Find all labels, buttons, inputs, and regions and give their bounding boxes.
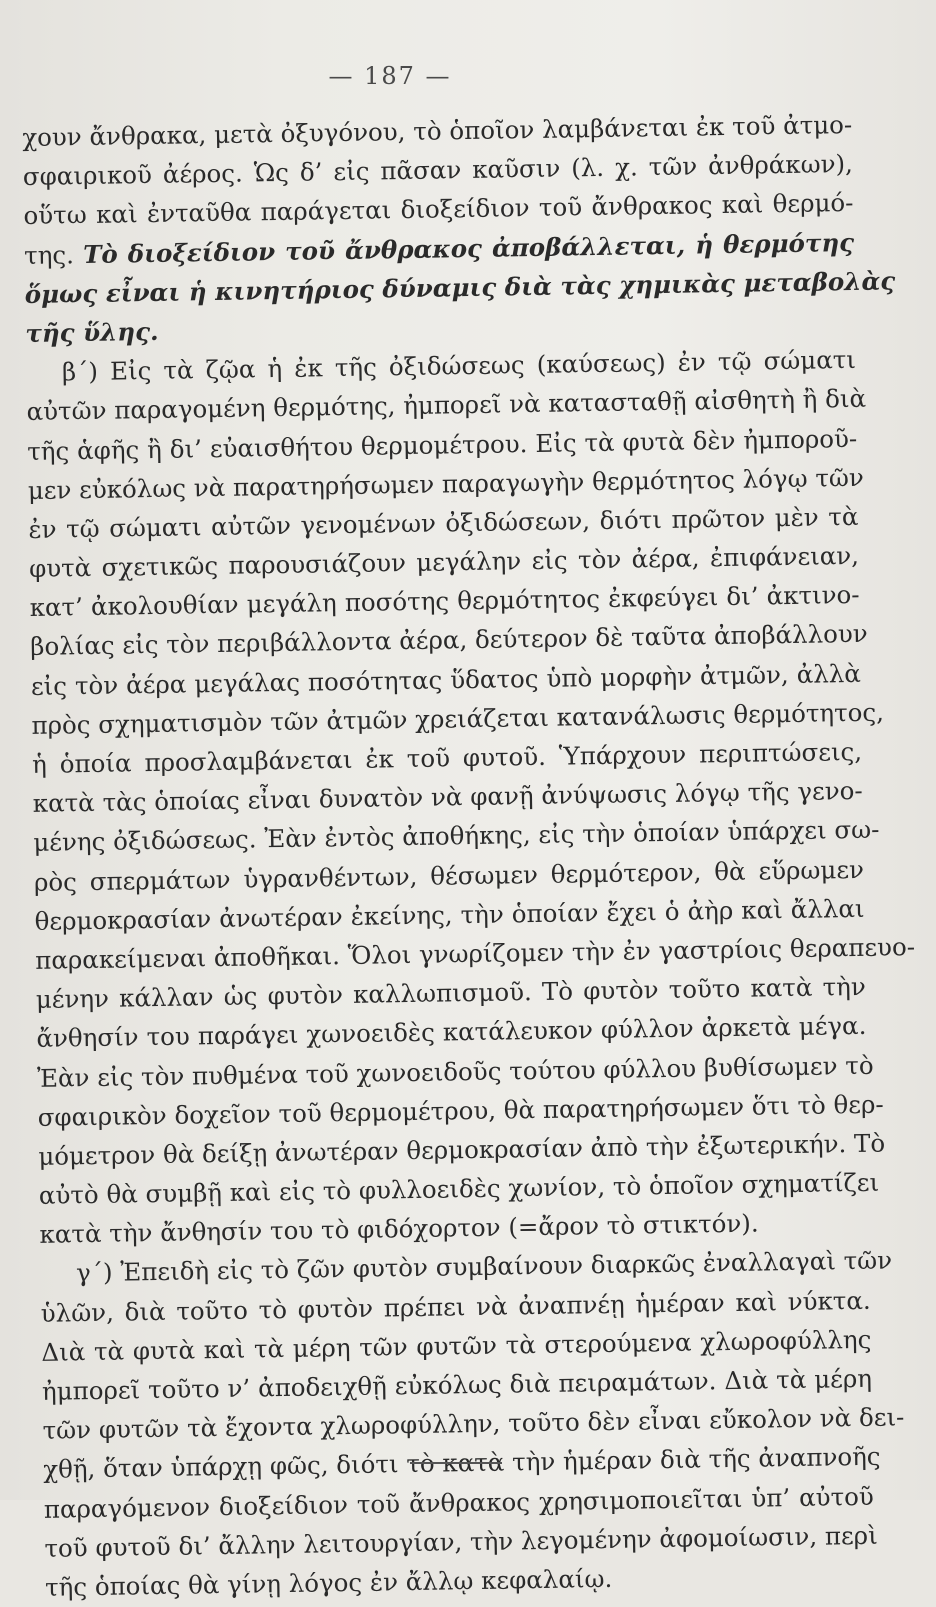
line-text: τῶν φυτῶν τὰ ἔχοντα χλωροφύλλην, τοῦτο δὲν εἶναι εὔκολον νὰ δει- — [42, 1402, 905, 1446]
line-text: ὑλῶν, διὰ τοῦτο τὸ φυτὸν πρέπει νὰ ἀναπνέῃ ἡμέραν καὶ νύκτα. — [40, 1285, 871, 1328]
line-text: σφαιρικοῦ ἀέρος. Ὡς δ’ εἰς πᾶσαν καῦσιν (λ. χ. τῶν ἀνθράκων), — [22, 149, 854, 192]
line-text: της. — [23, 239, 84, 270]
line-text: Διὰ τὰ φυτὰ καὶ τὰ μέρη τῶν φυτῶν τὰ στερούμενα χλωροφύλλης — [41, 1324, 872, 1367]
line-text: μόμετρον θὰ δείξῃ ἀνωτέραν θερμοκρασίαν ἀπὸ τὴν ἐξωτερικήν. Τὸ — [38, 1128, 886, 1171]
line-text: εἰς τὸν ἀέρα μεγάλας ποσότητας ὕδατος ὑπὸ μορφὴν ἀτμῶν, ἀλλὰ — [30, 658, 862, 701]
line-text: βολίας εἰς τὸν περιβάλλοντα ἀέρα, δεύτερον δὲ ταῦτα ἀποβάλλουν — [30, 619, 868, 662]
line-text: ἐν τῷ σώματι αὐτῶν γενομένων ὀξιδώσεων, διότι πρῶτον μὲν τὰ — [28, 501, 859, 544]
emphasized-text: ὅμως εἶναι ἡ κινητήριος δύναμις διὰ τὰς χημικὰς μεταβολὰς — [24, 266, 896, 309]
line-text: ἄνθησίν του παράγει χωνοειδὲς κατάλευκον φύλλον ἀρκετὰ μέγα. — [36, 1011, 867, 1054]
line-text: μένην κάλλαν ὡς φυτὸν καλλωπισμοῦ. Τὸ φυτὸν τοῦτο κατὰ τὴν — [35, 971, 866, 1015]
line-text: θερμοκρασίαν ἀνωτέραν ἐκείνης, τὴν ὁποίαν ἔχει ὁ ἀὴρ καὶ ἄλλαι — [34, 893, 865, 936]
line-text: ἡ ὁποία προσλαμβάνεται ἐκ τοῦ φυτοῦ. Ὑπάρχουν περιπτώσεις, — [31, 736, 863, 779]
line-text: αὐτὸ θὰ συμβῇ καὶ εἰς τὸ φυλλοειδὲς χωνίον, τὸ ὁποῖον σχηματίζει — [38, 1167, 880, 1210]
line-text: τῆς ἁφῆς ἢ δι’ εὐαισθήτου θερμομέτρου. Εἰς τὰ φυτὰ δὲν ἠμποροῦ- — [27, 423, 858, 466]
line-text: σφαιρικὸν δοχεῖον τοῦ θερμομέτρου, θὰ παρατηρήσωμεν ὅτι τὸ θερ- — [37, 1089, 884, 1132]
line-text: τῆς ὁποίας θὰ γίνῃ λόγος ἐν ἄλλῳ κεφαλαίῳ. — [44, 1563, 613, 1602]
line-text: ἠμπορεῖ τοῦτο ν’ ἀποδειχθῇ εὐκόλως διὰ πειραμάτων. Διὰ τὰ μέρη — [41, 1363, 873, 1406]
emphasized-text: τῆς ὕλης. — [25, 316, 159, 348]
line-text: πρὸς σχηματισμὸν τῶν ἀτμῶν χρειάζεται κατανάλωσις θερμότητος, — [31, 697, 885, 740]
line-text: οὕτω καὶ ἐνταῦθα παράγεται διοξείδιον τοῦ ἄνθρακος καὶ θερμό- — [23, 188, 854, 231]
line-text: ρὸς σπερμάτων ὑγρανθέντων, θέσωμεν θερμότερον, θὰ εὕρωμεν — [33, 854, 865, 897]
line-text: παραγόμενον διοξείδιον τοῦ ἄνθρακος χρησιμοποιεῖται ὑπ’ αὐτοῦ — [43, 1481, 874, 1524]
line-text: αὐτῶν παραγομένη θερμότης, ἠμπορεῖ νὰ κατασταθῇ αἰσθητὴ ἢ διὰ — [26, 384, 867, 427]
end-rule — [410, 1462, 502, 1464]
line-text: χουν ἄνθρακα, μετὰ ὀξυγόνου, τὸ ὁποῖον λαμβάνεται ἐκ τοῦ ἀτμο- — [22, 109, 853, 152]
line-text: μένης ὀξιδώσεως. Ἐὰν ἐντὸς ἀποθήκης, εἰς τὴν ὁποίαν ὑπάρχει σω- — [33, 814, 880, 858]
line-text: φυτὰ σχετικῶς παρουσιάζουν μεγάλην εἰς τὸν ἀέρα, ἐπιφάνειαν, — [28, 540, 860, 584]
emphasized-text: Τὸ διοξείδιον τοῦ ἄνθρακος ἀποβάλλεται, ἡ θερμότης — [82, 227, 855, 269]
line-text: κατὰ τὰς ὁποίας εἶναι δυνατὸν νὰ φανῇ ἀνύψωσις λόγῳ τῆς γενο- — [32, 776, 863, 819]
line-text: κατ’ ἀκολουθίαν μεγάλη ποσότης θερμότητος ἐκφεύγει δι’ ἀκτινο- — [29, 580, 860, 623]
line-text: παρακείμεναι ἀποθῆκαι. Ὅλοι γνωρίζομεν τὴν ἐν γαστρίοις θεραπευο- — [35, 932, 916, 975]
line-text: γ΄) Ἐπειδὴ εἰς τὸ ζῶν φυτὸν συμβαίνουν διαρκῶς ἐναλλαγαὶ τῶν — [75, 1245, 893, 1288]
line-text: β΄) Εἰς τὰ ζῷα ἡ ἐκ τῆς ὀξιδώσεως (καύσεως) ἐν τῷ σώματι — [61, 345, 857, 387]
line-text: κατὰ τὴν ἄνθησίν του τὸ φιδόχορτον (=ἄρον τὸ στικτόν). — [39, 1208, 759, 1250]
body-text — [22, 105, 916, 1607]
page-number: — 187 — — [328, 62, 452, 90]
line-text: Ἐὰν εἰς τὸν πυθμένα τοῦ χωνοειδοῦς τούτου φύλλου βυθίσωμεν τὸ — [36, 1050, 874, 1093]
line-text: χθῇ, ὅταν ὑπάρχῃ φῶς, διότι τὸ κατὰ τὴν ἡμέραν διὰ τῆς ἀναπνοῆς — [43, 1442, 881, 1485]
line-text: μεν εὐκόλως νὰ παρατηρήσωμεν παραγωγὴν θερμότητος λόγῳ τῶν — [27, 462, 864, 505]
line-text: τοῦ φυτοῦ δι’ ἄλλην λειτουργίαν, τὴν λεγομένην ἀφομοίωσιν, περὶ — [44, 1520, 878, 1563]
